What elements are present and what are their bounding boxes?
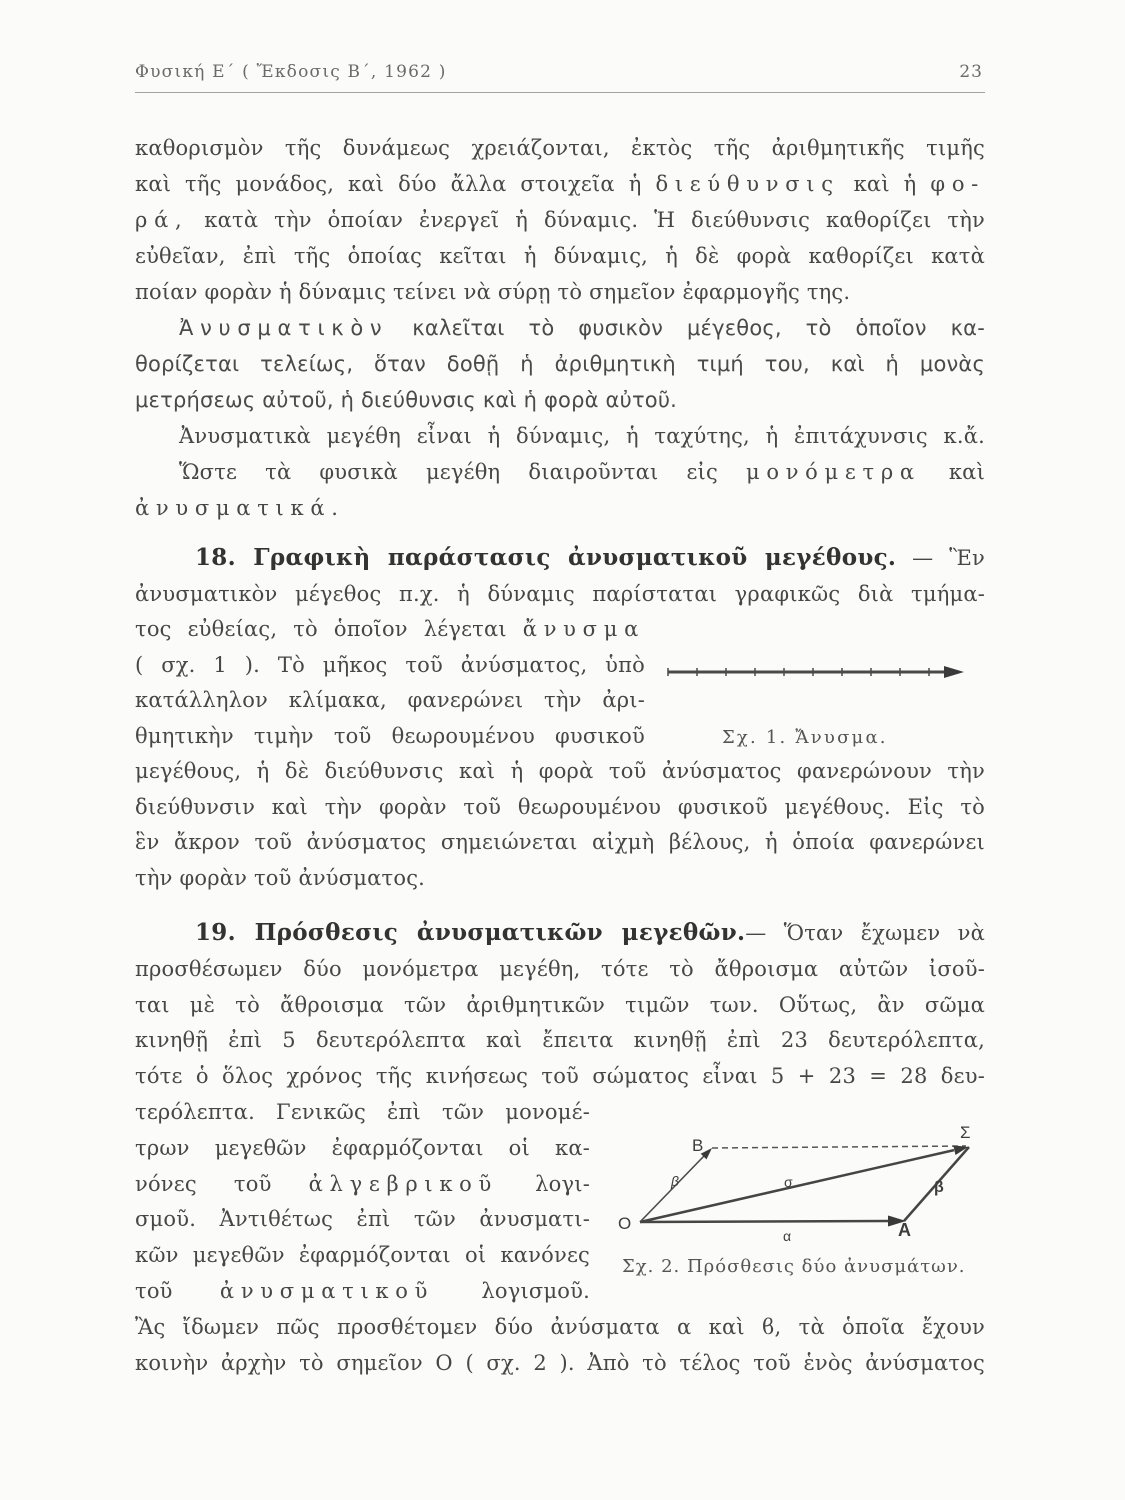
spaced-word: ρά, bbox=[135, 208, 189, 232]
figure-2-parallelogram bbox=[600, 1115, 990, 1245]
dashed-side-b-sigma bbox=[712, 1146, 966, 1148]
text-line bbox=[135, 382, 985, 418]
text-line bbox=[135, 202, 985, 238]
text-line bbox=[135, 1238, 590, 1274]
text-line bbox=[135, 1131, 590, 1167]
text-segment: τρων μεγεθῶν ἐφαρμόζονται οἱ κα- bbox=[135, 1135, 590, 1160]
figure-2-caption: Σχ. 2. Πρόσθεσις δύο ἀνυσμάτων. bbox=[622, 1256, 966, 1277]
text-segment: προσθέσωμεν δύο μονόμετρα μεγέθη, τότε τὸ ἄθροισμα αὐτῶν ἰσοῦ- bbox=[135, 956, 985, 981]
text-line bbox=[135, 346, 985, 382]
spaced-word: φο- bbox=[930, 172, 985, 196]
paragraph bbox=[135, 915, 985, 1095]
section-heading: 18. Γραφικὴ παράστασις ἀνυσματικοῦ μεγέθους. bbox=[195, 544, 897, 571]
text-segment: ἓν ἄκρον τοῦ ἀνύσματος σημειώνεται αἰχμὴ βέλους, ἡ ὁποία φανερώνει bbox=[135, 830, 985, 854]
paragraph bbox=[135, 310, 985, 418]
paragraph-beside-figure bbox=[135, 612, 645, 754]
text-segment: — Ἓν bbox=[896, 546, 985, 570]
spaced-word: διεύθυνσις bbox=[655, 172, 840, 196]
text-line bbox=[135, 988, 985, 1024]
text-segment: καὶ τῆς μονάδος, καὶ δύο ἄλλα στοιχεῖα ἡ bbox=[135, 172, 656, 196]
label-point-a: Α bbox=[898, 1220, 911, 1240]
text-segment: διεύθυνσιν καὶ τὴν φορὰν τοῦ θεωρουμένου φυσικοῦ μεγέθους. Εἰς τὸ bbox=[135, 794, 985, 819]
header-rule bbox=[135, 92, 985, 93]
page-number: 23 bbox=[959, 62, 983, 82]
text-line bbox=[135, 454, 985, 490]
text-segment: τερόλεπτα. Γενικῶς ἐπὶ τῶν μονομέ- bbox=[135, 1099, 590, 1124]
spaced-word: ἄνυσμα bbox=[522, 617, 645, 641]
text-segment: τὴν φορὰν τοῦ ἀνύσματος. bbox=[135, 865, 426, 890]
text-line bbox=[135, 825, 985, 861]
text-segment: κατάλληλον κλίμακα, φανερώνει τὴν ἀρι- bbox=[135, 688, 645, 712]
paragraph bbox=[135, 540, 985, 612]
text-segment: καλεῖται τὸ φυσικὸν μέγεθος, τὸ ὁποῖον κα- bbox=[388, 316, 985, 340]
text-segment: ποίαν φορὰν ἡ δύναμις τείνει νὰ σύρῃ τὸ σημεῖον ἐφαρμογῆς της. bbox=[135, 280, 851, 304]
paragraph bbox=[135, 1310, 985, 1382]
vector-sigma bbox=[640, 1150, 954, 1222]
spaced-word: μονόμετρα bbox=[745, 460, 921, 484]
spaced-word: ἀνυσματικά. bbox=[135, 496, 345, 520]
text-segment: νόνες τοῦ bbox=[135, 1171, 309, 1196]
text-segment: θορίζεται τελείως, ὅταν δοθῇ ἡ ἀριθμητικὴ τιμή του, καὶ ἡ μονὰς bbox=[135, 352, 985, 376]
running-header: Φυσική Ε΄ ( Ἔκδοσις Β΄, 1962 ) bbox=[135, 62, 447, 82]
text-segment: κῶν μεγεθῶν ἐφαρμόζονται οἱ κανόνες bbox=[135, 1243, 590, 1268]
label-side-a: α bbox=[783, 1228, 792, 1244]
text-segment: Ὥστε τὰ φυσικὰ μεγέθη διαιροῦνται εἰς bbox=[179, 460, 746, 484]
label-side-b-left: β bbox=[671, 1173, 679, 1189]
text-segment: λογισμοῦ. bbox=[434, 1278, 590, 1303]
text-segment: μεγέθους, ἡ δὲ διεύθυνσις καὶ ἡ φορὰ τοῦ ἀνύσματος φανερώνουν τὴν bbox=[135, 759, 985, 783]
text-segment: τότε ὁ ὅλος χρόνος τῆς κινήσεως τοῦ σώματος εἶναι 5 + 23 = 28 δευ- bbox=[135, 1064, 985, 1089]
text-line bbox=[135, 861, 985, 897]
text-line bbox=[135, 130, 985, 166]
text-segment: καὶ ἡ bbox=[839, 172, 931, 196]
spaced-word: Ἀνυσματικὸν bbox=[179, 316, 389, 340]
paragraph bbox=[135, 754, 985, 896]
text-line bbox=[135, 952, 985, 988]
text-line bbox=[135, 1023, 985, 1059]
paragraph bbox=[135, 130, 985, 310]
text-line bbox=[135, 648, 645, 684]
text-line bbox=[135, 540, 985, 577]
text-segment: Ἂς ἴδωμεν πῶς προσθέτομεν δύο ἀνύσματα α καὶ ϐ, τὰ ὁποῖα ἔχουν bbox=[135, 1314, 985, 1339]
text-line bbox=[135, 1059, 985, 1095]
text-line bbox=[135, 1095, 590, 1131]
label-diagonal-sigma: σ bbox=[784, 1174, 793, 1190]
text-line bbox=[135, 1346, 985, 1382]
text-line bbox=[135, 274, 985, 310]
vector-b bbox=[640, 1156, 704, 1222]
text-line bbox=[135, 754, 985, 790]
intro-text bbox=[135, 130, 985, 526]
label-point-sigma: Σ bbox=[960, 1123, 971, 1142]
text-segment: θμητικὴν τιμὴν τοῦ θεωρουμένου φυσικοῦ bbox=[135, 723, 645, 748]
text-line bbox=[135, 1310, 985, 1346]
paragraph bbox=[135, 418, 985, 454]
paragraph bbox=[135, 454, 985, 526]
text-line bbox=[135, 577, 985, 613]
text-segment: κατὰ τὴν ὁποίαν ἐνεργεῖ ἡ δύναμις. Ἡ διεύθυνσις καθορίζει τὴν bbox=[188, 208, 985, 232]
text-segment: ( σχ. 1 ). Τὸ μῆκος τοῦ ἀνύσματος, ὑπὸ bbox=[135, 652, 645, 677]
text-segment: καὶ bbox=[920, 460, 985, 484]
text-segment: Ἀνυσματικὰ μεγέθη εἶναι ἡ δύναμις, ἡ ταχύτης, ἡ ἐπιτάχυνσις κ.ἄ. bbox=[179, 424, 985, 448]
text-segment: τοῦ bbox=[135, 1278, 220, 1303]
text-line bbox=[135, 915, 985, 952]
label-point-b: Β bbox=[692, 1136, 704, 1155]
text-segment: εὐθεῖαν, ἐπὶ τῆς ὁποίας κεῖται ἡ δύναμις, ἡ δὲ φορὰ καθορίζει κατὰ bbox=[135, 244, 985, 268]
text-line bbox=[135, 490, 985, 526]
text-line bbox=[135, 238, 985, 274]
label-origin: Ο bbox=[618, 1214, 632, 1233]
text-segment: τος εὐθείας, τὸ ὁποῖον λέγεται bbox=[135, 617, 523, 641]
text-line bbox=[135, 310, 985, 346]
text-line bbox=[135, 683, 645, 719]
text-segment: ται μὲ τὸ ἄθροισμα τῶν ἀριθμητικῶν τιμῶν των. Οὕτως, ἂν σῶμα bbox=[135, 992, 985, 1017]
vector-a bbox=[640, 1221, 892, 1222]
text-line bbox=[135, 790, 985, 826]
text-line bbox=[135, 1274, 590, 1310]
text-segment: — Ὅταν ἔχωμεν νὰ bbox=[745, 921, 985, 945]
spaced-word: ἀνυσματικοῦ bbox=[219, 1278, 435, 1303]
text-line bbox=[135, 1202, 590, 1238]
paragraph-beside-figure bbox=[135, 1095, 590, 1310]
text-segment: λογι- bbox=[498, 1171, 590, 1196]
spaced-word: ἀλγεβρικοῦ bbox=[308, 1171, 499, 1196]
arrowhead bbox=[944, 666, 964, 678]
text-line bbox=[135, 612, 645, 648]
text-segment: κοινὴν ἀρχὴν τὸ σημεῖον Ο ( σχ. 2 ). Ἀπὸ τὸ τέλος τοῦ ἑνὸς ἀνύσματος bbox=[135, 1350, 985, 1375]
text-segment: σμοῦ. Ἀντιθέτως ἐπὶ τῶν ἀνυσματι- bbox=[135, 1207, 590, 1232]
text-segment: καθορισμὸν τῆς δυνάμεως χρειάζονται, ἐκτὸς τῆς ἀριθμητικῆς τιμῆς bbox=[135, 136, 985, 160]
text-line bbox=[135, 1167, 590, 1203]
label-side-b-right: β bbox=[934, 1179, 944, 1196]
figure-1-caption: Σχ. 1. Ἄνυσμα. bbox=[722, 727, 888, 748]
section-18 bbox=[135, 540, 985, 896]
text-segment: μετρήσεως αὐτοῦ, ἡ διεύθυνσις καὶ ἡ φορὰ αὐτοῦ. bbox=[135, 388, 678, 412]
text-segment: ἀνυσματικὸν μέγεθος π.χ. ἡ δύναμις παρίσταται γραφικῶς διὰ τμήμα- bbox=[135, 581, 985, 606]
section-heading: 19. Πρόσθεσις ἀνυσματικῶν μεγεθῶν. bbox=[195, 919, 746, 946]
text-segment: κινηθῇ ἐπὶ 5 δευτερόλεπτα καὶ ἔπειτα κινηθῇ ἐπὶ 23 δευτερόλεπτα, bbox=[135, 1028, 985, 1053]
text-line bbox=[135, 719, 645, 755]
text-line bbox=[135, 418, 985, 454]
figure-1-vector bbox=[664, 660, 969, 684]
text-line bbox=[135, 166, 985, 202]
